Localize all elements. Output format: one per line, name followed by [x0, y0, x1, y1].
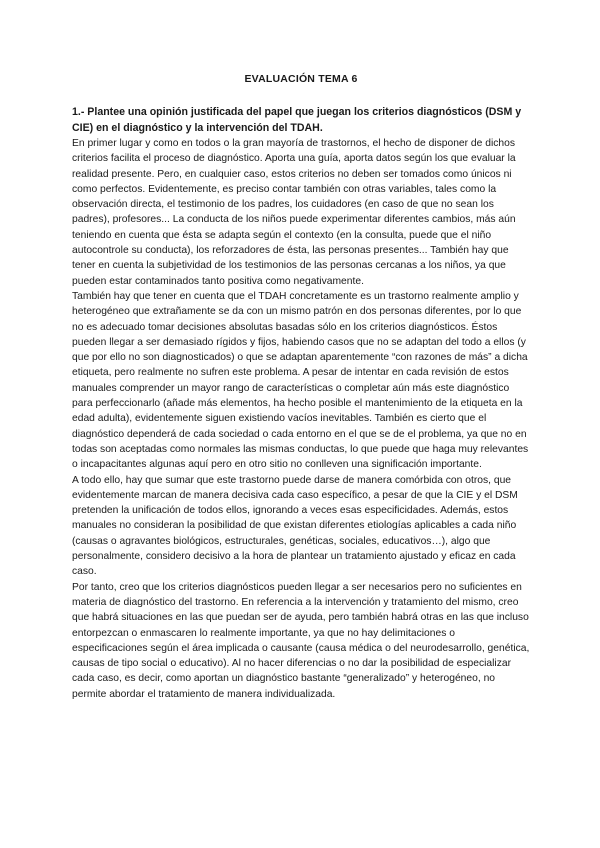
answer-paragraph-2: También hay que tener en cuenta que el TDAH concretamente es un trastorno realmente amplio y heterogéneo que extrañamente se da con un mismo patrón en dos personas diferentes, por lo que no es adecuado tomar decisiones absolutas basadas sólo en los criterios diagnósticos. Éstos pueden llegar a ser demasiado rígidos y fijos, habiendo casos que no se adaptan del todo a ellos (y que por ello no son diagnosticados) o que se adaptan aparentemente “con razones de más” a dicha etiqueta, pero realmente no sufren este problema. A pesar de intentar en cada revisión de estos manuales comprender un mayor rango de características o completar aún más este diagnóstico para perfeccionarlo (añade más elementos, ha hecho posible el mantenimiento de la etiqueta en la edad adulta), evidentemente siguen existiendo vacíos inevitables. También es cierto que el diagnóstico dependerá de cada sociedad o cada entorno en el que se de el problema, ya que no en todas son aceptadas como normales las mismas conductas, lo que puede que haga muy relevantes o incapacitantes algunas aquí pero en otro sitio no conlleven una significación importante. — [72, 290, 529, 471]
question-heading: 1.- Plantee una opinión justificada del papel que juegan los criterios diagnósticos (DSM y CIE) en el diagnóstico y la intervención del TDAH. — [72, 106, 522, 134]
document-title: EVALUACIÓN TEMA 6 — [244, 73, 358, 85]
answer-paragraph-1: En primer lugar y como en todos o la gran mayoría de trastornos, el hecho de disponer de dichos criterios facilita el proceso de diagnóstico. Aporta una guía, aporta datos según los que evaluar la realidad presente. Pero, en cualquier caso, estos criterios no deben ser tomados como únicos ni como perfectos. Evidentemente, es preciso contar también con otras variables, tales como la observación directa, el testimonio de los padres, los cuidadores (en caso de que no sean los padres), profesores... La conducta de los niños puede experimentar diferentes cambios, más aún teniendo en cuenta que ésta se adapta según el contexto (en la consulta, puede que el niño autocontrole su conducta), los reforzadores de ésta, las personas presentes... También hay que tener en cuenta la subjetividad de los testimonios de las personas cercanas a los niños, ya que pueden estar contaminados tanto positiva como negativamente. — [72, 138, 516, 287]
answer-paragraph-4: Por tanto, creo que los criterios diagnósticos pueden llegar a ser necesarios pero no suficientes en materia de diagnóstico del trastorno. En referencia a la intervención y tratamiento del mismo, creo que habrá situaciones en las que puedan ser de ayuda, pero también habrá otras en las que incluso entorpezcan o enmascaren lo realmente importante, ya que no hay delimitaciones o especificaciones según el área implicada o causante (causa médica o del neurodesarrollo, genética, causas de tipo social o educativo). Al no hacer diferencias o no dar la posibilidad de especializar cada caso, es decir, como aportan un diagnóstico bastante “generalizado” y heterogéneo, no permite abordar el tratamiento de manera individualizada. — [72, 581, 530, 700]
answer-paragraph-3: A todo ello, hay que sumar que este trastorno puede darse de manera comórbida con otros, que evidentemente marcan de manera decisiva cada caso específico, a pesar de que la CIE y el DSM pretenden la unificación de todos ellos, ignorando a veces esas especificidades. Además, estos manuales no consideran la posibilidad de que existan diferentes etiologías aplicables a cada niño (causas o agravantes biológicos, estructurales, genéticas, sociales, educativos…), algo que personalmente, considero decisivo a la hora de plantear un tratamiento ajustado y eficaz en cada caso. — [72, 474, 518, 578]
